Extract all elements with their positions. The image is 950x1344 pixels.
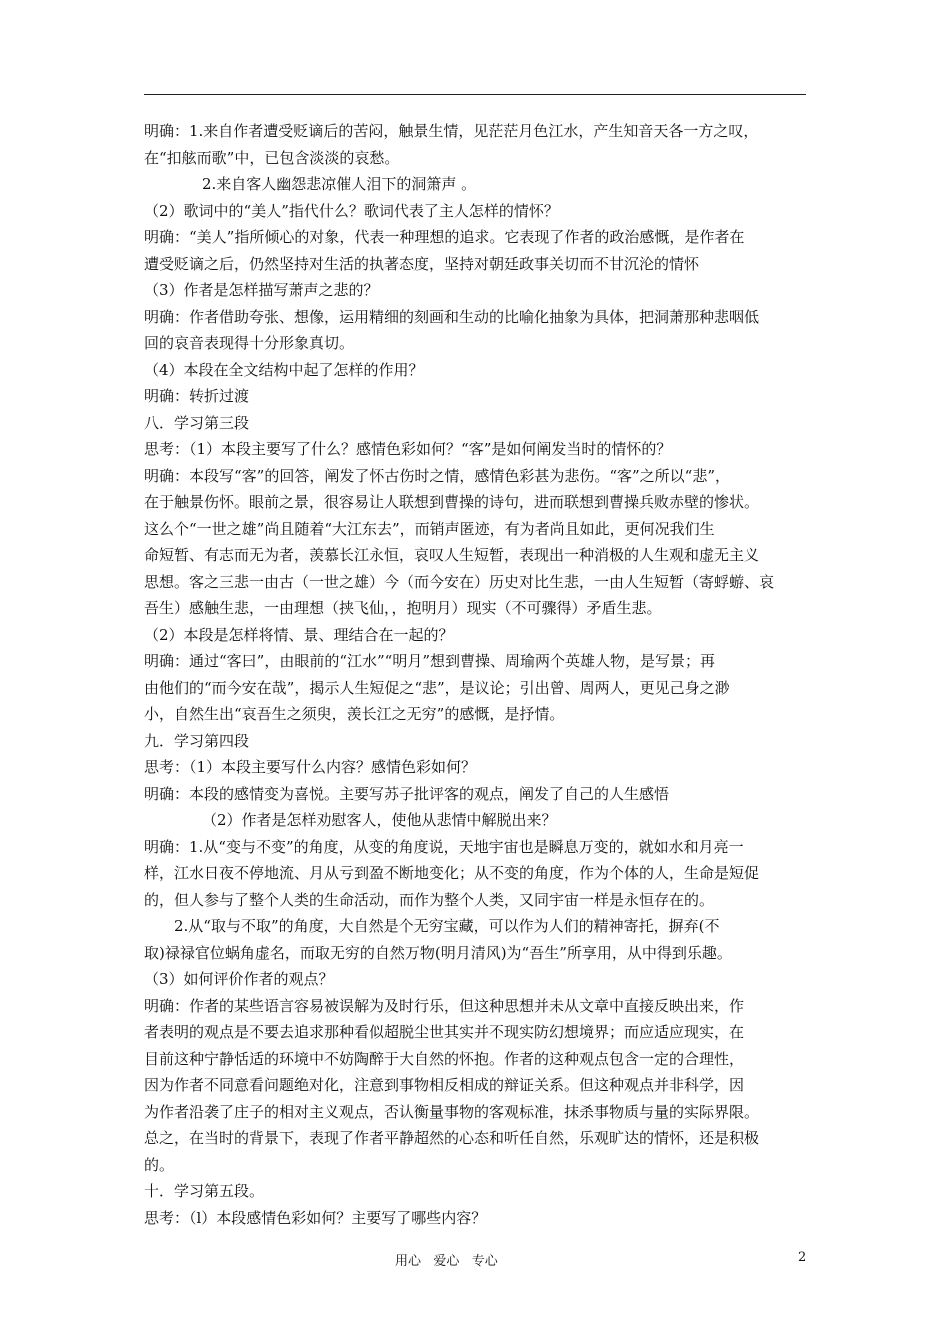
text-line: 在“扣舷而歌”中，已包含淡淡的哀愁。 [144, 148, 400, 167]
text-line: 明确：“美人”指所倾心的对象，代表一种理想的追求。它表现了作者的政治感慨，是作者在 [144, 228, 745, 246]
text-line: 者表明的观点是不要去追求那种看似超脱尘世其实并不现实防幻想境界；而应适应现实，在 [144, 1023, 745, 1041]
text-line: （4）本段在全文结构中起了怎样的作用？ [144, 360, 424, 379]
text-line: 明确：通过“客曰”，由眼前的“江水”“明月”想到曹操、周瑜两个英雄人物，是写景；再 [144, 652, 716, 670]
text-line: 明确：转折过渡 [144, 387, 250, 405]
text-line: 总之，在当时的背景下，表现了作者平静超然的心态和听任自然，乐观旷达的情怀，还是积极 [144, 1129, 760, 1147]
text-line: 思想。客之三悲一由古（一世之雄）今（而今安在）历史对比生悲，一由人生短暂（寄蜉蝣、哀 [144, 572, 775, 591]
text-line: （2）作者是怎样劝慰客人，使他从悲情中解脱出来？ [202, 811, 557, 829]
text-line: （2）歌词中的“美人”指代什么？歌词代表了主人怎样的情怀？ [144, 201, 559, 220]
text-line: 2.从“取与不取”的角度，大自然是个无穷宝藏，可以作为人们的精神寄托，摒弃(不 [174, 917, 720, 935]
text-line: 思考：（l）本段感情色彩如何？主要写了哪些内容？ [144, 1208, 487, 1227]
text-line: 明确：作者借助夸张、想像，运用精细的刻画和生动的比喻化抽象为具体，把洞萧那种悲咽低 [144, 307, 760, 326]
text-line: 吾生）感触生悲，一由理想（挟飞仙，，抱明月）现实（不可骤得）矛盾生悲。 [144, 599, 662, 617]
text-line: （2）本段是怎样将情、景、理结合在一起的？ [144, 625, 454, 644]
text-line: 2.来自客人幽怨悲凉催人泪下的洞箫声 。 [202, 175, 477, 193]
text-line: 明确：本段写“客”的回答，阐发了怀古伤时之情，感情色彩甚为悲伤。“客”之所以“悲”， [144, 466, 731, 485]
text-line: 这么个“一世之雄”尚且随着“大江东去”，而销声匿迹，有为者尚且如此，更何况我们生 [144, 519, 715, 538]
text-line: 为作者沿袭了庄子的相对主义观点，否认衡量事物的客观标准，抹杀事物质与量的实际界限。 [144, 1102, 760, 1121]
text-line: 由他们的“而今安在哉”，揭示人生短促之“悲”，是议论；引出曾、周两人，更见己身之渺 [144, 678, 730, 697]
text-line: 在于触景伤怀。眼前之景，很容易让人联想到曹操的诗句，进而联想到曹操兵败赤壁的惨状。 [144, 493, 760, 511]
text-line: 明确：本段的感情变为喜悦。主要写苏子批评客的观点，阐发了自己的人生感悟 [144, 784, 670, 803]
text-line: 明确：作者的某些语言容易被误解为及时行乐，但这种思想并未从文章中直接反映出来，作 [144, 996, 745, 1015]
section-heading: 九．学习第四段 [144, 731, 250, 750]
text-line: 目前这种宁静恬适的环境中不妨陶醉于大自然的怀抱。作者的这种观点包含一定的合理性， [144, 1049, 745, 1068]
text-line: 回的哀音表现得十分形象真切。 [144, 334, 355, 352]
page-number: 2 [798, 1250, 807, 1265]
text-line: （3）如何评价作者的观点？ [144, 970, 334, 988]
text-line: 思考：（1）本段主要写了什么？感情色彩如何？“客”是如何阐发当时的情怀的？ [144, 440, 672, 458]
document-body [144, 118, 806, 1231]
text-line: 思考：（1）本段主要写什么内容？感情色彩如何？ [144, 758, 477, 776]
text-line: 小，自然生出“哀吾生之须臾，羡长江之无穷”的感慨，是抒情。 [144, 705, 565, 723]
text-line: （3）作者是怎样描写萧声之悲的？ [144, 281, 379, 299]
text-line: 的，但人参与了整个人类的生命活动，而作为整个人类，又同宇宙一样是永恒存在的。 [144, 890, 715, 909]
footer-slogan: 用心 爱心 专心 [395, 1254, 498, 1269]
text-line: 明确：1.从“变与不变”的角度，从变的角度说，天地宇宙也是瞬息万变的，就如水和月亮一 [144, 837, 744, 856]
text-line: 的。 [144, 1155, 175, 1174]
text-line: 因为作者不同意看问题绝对化，注意到事物相反相成的辩证关系。但这种观点并非科学，因 [144, 1076, 745, 1094]
text-line: 明确：1.来自作者遭受贬谪后的苦闷，触景生情，见茫茫月色江水，产生知音天各一方之叹， [144, 122, 759, 140]
text-line: 取)禄禄官位蜗角虚名，而取无穷的自然万物(明月清风)为“吾生”所享用，从中得到乐趣。 [144, 943, 732, 962]
header-rule [144, 94, 806, 95]
text-line: 命短暂、有志而无为者，羡慕长江永恒，哀叹人生短暂，表现出一种消极的人生观和虚无主义 [144, 546, 760, 564]
section-heading: 八．学习第三段 [144, 413, 250, 432]
text-line: 遭受贬谪之后，仍然坚持对生活的执著态度，坚持对朝廷政事关切而不甘沉沦的情怀 [144, 254, 700, 273]
section-heading: 十．学习第五段。 [144, 1182, 265, 1200]
text-line: 样，江水日夜不停地流、月从亏到盈不断地变化；从不变的角度，作为个体的人，生命是短促 [144, 864, 760, 882]
